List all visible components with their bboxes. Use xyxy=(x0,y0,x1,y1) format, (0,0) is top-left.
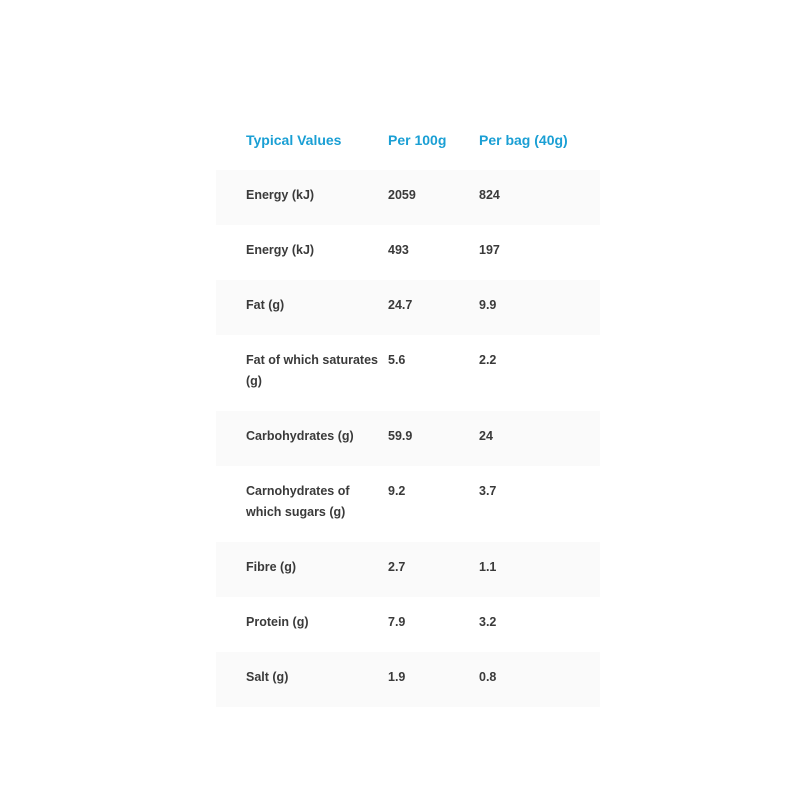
table-row xyxy=(216,280,600,335)
value-per-100g: 7.9 xyxy=(388,615,406,629)
value-per-bag: 824 xyxy=(479,188,500,202)
value-per-bag: 3.7 xyxy=(479,484,497,498)
value-per-bag: 1.1 xyxy=(479,560,497,574)
nutrient-name: Protein (g) xyxy=(246,615,309,629)
table-header-row xyxy=(216,115,600,170)
table-row xyxy=(216,225,600,280)
nutrient-name: Fat of which saturates (g) xyxy=(246,353,378,388)
nutrient-name: Carnohydrates of which sugars (g) xyxy=(246,484,350,519)
value-per-bag: 9.9 xyxy=(479,298,497,312)
nutrient-name: Salt (g) xyxy=(246,670,289,684)
value-per-bag: 3.2 xyxy=(479,615,497,629)
value-per-100g: 493 xyxy=(388,243,409,257)
value-per-100g: 1.9 xyxy=(388,670,406,684)
header-typical-values: Typical Values xyxy=(246,132,342,148)
value-per-100g: 2059 xyxy=(388,188,416,202)
value-per-bag: 24 xyxy=(479,429,493,443)
value-per-bag: 197 xyxy=(479,243,500,257)
table-row xyxy=(216,652,600,707)
table-row xyxy=(216,411,600,466)
table-row xyxy=(216,597,600,652)
table-row xyxy=(216,466,600,542)
header-per-100g: Per 100g xyxy=(388,132,447,148)
value-per-bag: 0.8 xyxy=(479,670,497,684)
nutrition-table xyxy=(216,115,600,707)
nutrient-name: Fat (g) xyxy=(246,298,285,312)
header-per-bag: Per bag (40g) xyxy=(479,132,568,148)
nutrient-name: Energy (kJ) xyxy=(246,243,315,257)
nutrient-name: Energy (kJ) xyxy=(246,188,315,202)
nutrient-name: Carbohydrates (g) xyxy=(246,429,354,443)
table-row xyxy=(216,335,600,411)
value-per-100g: 9.2 xyxy=(388,484,406,498)
value-per-bag: 2.2 xyxy=(479,353,497,367)
value-per-100g: 5.6 xyxy=(388,353,406,367)
nutrient-name: Fibre (g) xyxy=(246,560,296,574)
value-per-100g: 24.7 xyxy=(388,298,413,312)
table-row xyxy=(216,542,600,597)
value-per-100g: 2.7 xyxy=(388,560,406,574)
table-row xyxy=(216,170,600,225)
value-per-100g: 59.9 xyxy=(388,429,413,443)
